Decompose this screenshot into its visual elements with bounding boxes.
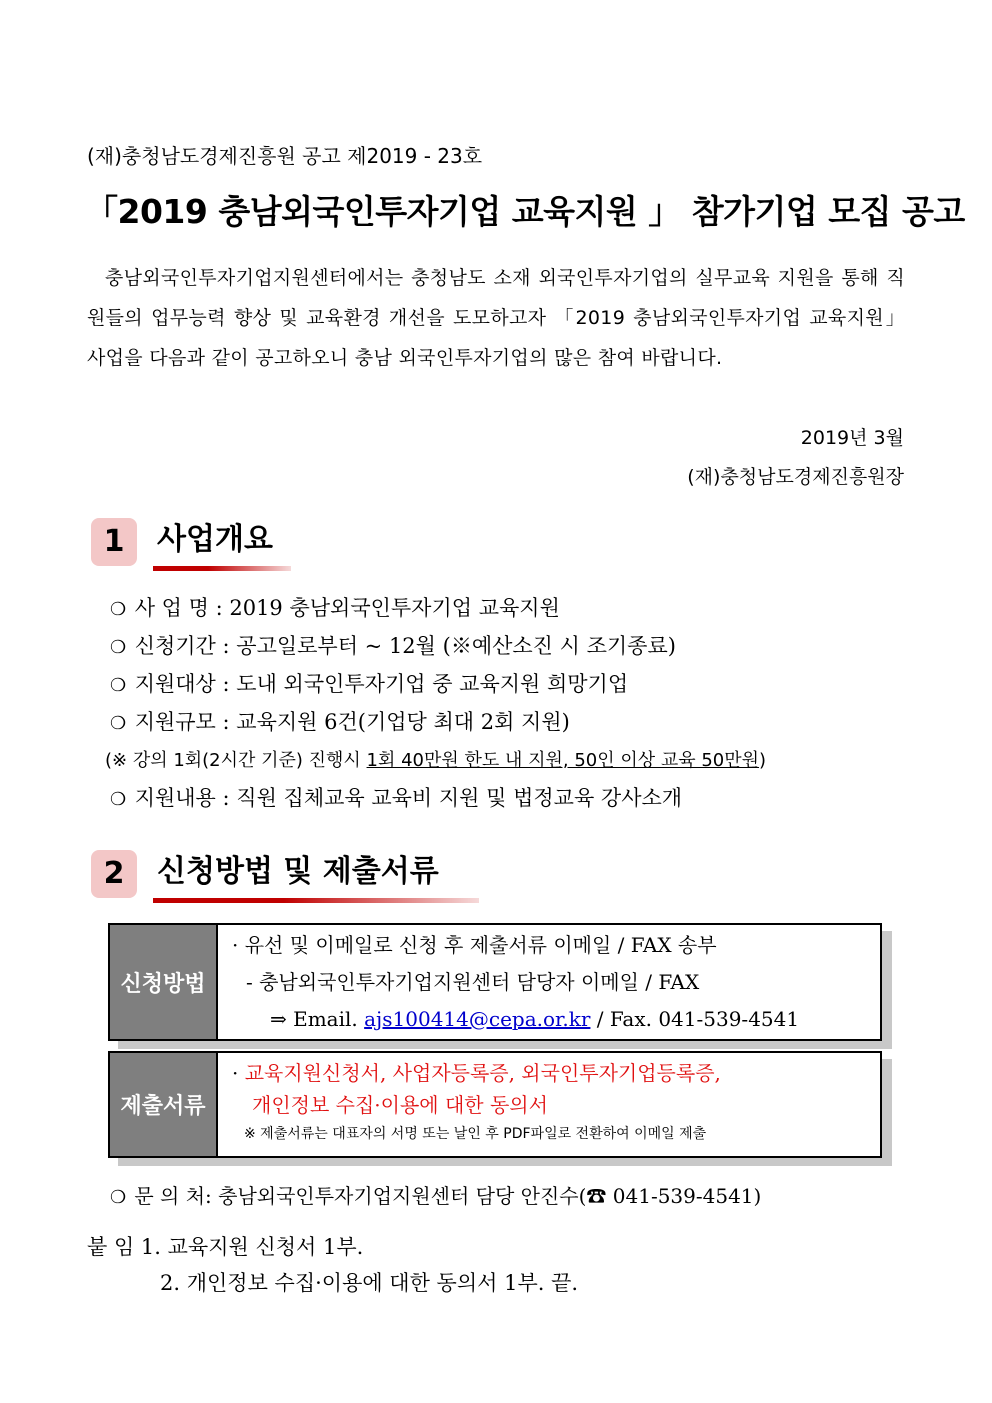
circle-bullet-icon: ❍ — [110, 713, 127, 734]
notice-date: 2019년 3월 — [800, 427, 904, 449]
attachment-2: 2. 개인정보 수집·이용에 대한 동의서 1부. 끝. — [160, 1271, 579, 1295]
attachment-1: 붙 임 1. 교육지원 신청서 1부. — [87, 1235, 364, 1259]
section-2-header — [91, 850, 491, 906]
overview-item-name: ❍ 사 업 명 : 2019 충남외국인투자기업 교육지원 — [110, 596, 560, 620]
intro-text: 충남외국인투자기업지원센터에서는 충청남도 소재 외국인투자기업의 실무교육 지원을 통해 직원들의 업무능력 향상 및 교육환경 개선을 도모하고자 「2019 충남외국인투자기업 교육지원」 사업을 다음과 같이 공고하오니 충남 외국인투자기업의 많은 참여 바랍니다. — [87, 267, 905, 369]
docs-line-1: · 교육지원신청서, 사업자등록증, 외국인투자기업등록증, — [232, 1061, 721, 1085]
contact-info: ❍ 문 의 처: 충남외국인투자기업지원센터 담당 안진수(☎ 041-539-4541) — [110, 1184, 762, 1208]
apply-line-2: - 충남외국인투자기업지원센터 담당자 이메일 / FAX — [246, 970, 700, 994]
circle-bullet-icon: ❍ — [110, 675, 127, 696]
section-1-header — [91, 518, 311, 574]
overview-item-period: ❍ 신청기간 : 공고일로부터 ~ 12월 (※예산소진 시 조기종료) — [110, 634, 676, 658]
overview-item-scale: ❍ 지원규모 : 교육지원 6건(기업당 최대 2회 지원) — [110, 710, 570, 734]
section-1-underline — [153, 566, 291, 571]
apply-line-3: ⇒ Email. ajs100414@cepa.or.kr / Fax. 041-539-4541 — [270, 1007, 800, 1031]
email-link[interactable]: ajs100414@cepa.or.kr — [364, 1007, 591, 1031]
application-method-box — [108, 923, 882, 1041]
support-limit-underlined: 1회 40만원 한도 내 지원, 50인 이상 교육 50만원 — [366, 750, 760, 771]
required-documents-label: 제출서류 — [110, 1053, 218, 1156]
intro-paragraph — [87, 258, 905, 378]
notice-number: (재)충청남도경제진흥원 공고 제2019 - 23호 — [87, 144, 483, 168]
section-1-title: 사업개요 — [157, 522, 273, 557]
support-scale-note: (※ 강의 1회(2시간 기준) 진행시 1회 40만원 한도 내 지원, 50인 이상 교육 50만원) — [105, 750, 767, 771]
section-2-underline — [153, 898, 479, 903]
section-2-title: 신청방법 및 제출서류 — [157, 854, 439, 889]
issuing-organization: (재)충청남도경제진흥원장 — [687, 466, 904, 488]
circle-bullet-icon: ❍ — [110, 1187, 127, 1208]
section-2-number: 2 — [91, 850, 137, 898]
overview-item-target: ❍ 지원대상 : 도내 외국인투자기업 중 교육지원 희망기업 — [110, 672, 629, 696]
apply-line-1: · 유선 및 이메일로 신청 후 제출서류 이메일 / FAX 송부 — [232, 933, 717, 957]
circle-bullet-icon: ❍ — [110, 599, 127, 620]
circle-bullet-icon: ❍ — [110, 637, 127, 658]
circle-bullet-icon: ❍ — [110, 789, 127, 810]
required-documents-box — [108, 1051, 882, 1158]
docs-line-2: 개인정보 수집·이용에 대한 동의서 — [252, 1093, 548, 1117]
page-title: 「2019 충남외국인투자기업 교육지원 」 참가기업 모집 공고 — [85, 192, 965, 231]
section-1-number: 1 — [91, 518, 137, 566]
application-method-content — [230, 927, 872, 1038]
application-method-label: 신청방법 — [110, 925, 218, 1039]
required-documents-content — [230, 1057, 872, 1147]
docs-note: ※ 제출서류는 대표자의 서명 또는 날인 후 PDF파일로 전환하여 이메일 제출 — [244, 1126, 707, 1142]
overview-item-content: ❍ 지원내용 : 직원 집체교육 교육비 지원 및 법정교육 강사소개 — [110, 786, 683, 810]
